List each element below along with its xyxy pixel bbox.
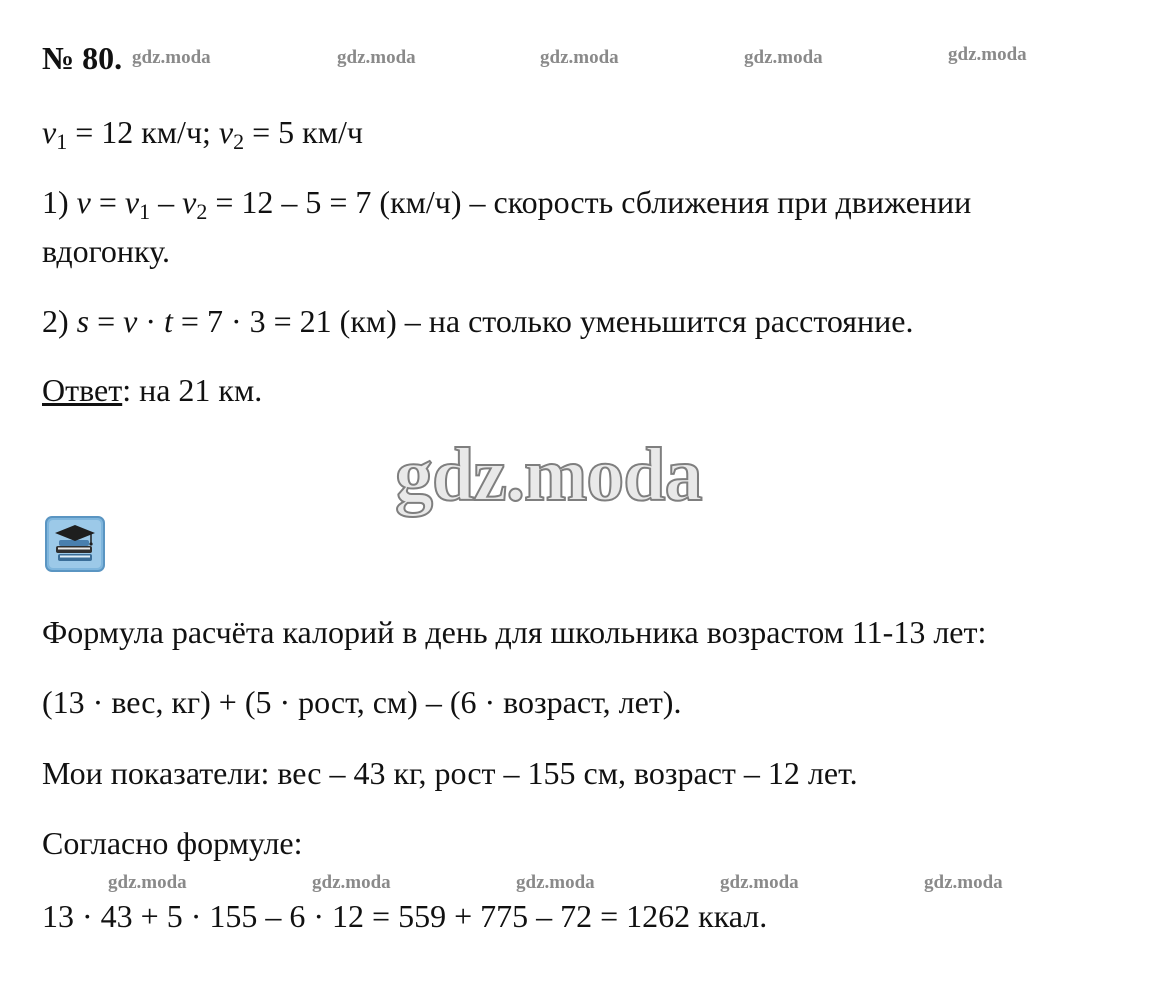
step1-line <box>42 182 971 222</box>
watermark-bottom-4: gdz.moda <box>720 872 799 893</box>
books-graduation-cap-icon <box>45 516 105 572</box>
step1-v: v <box>76 184 91 220</box>
answer-text: : на 21 км. <box>122 372 263 408</box>
calories-result: 13 · 43 + 5 · 155 – 6 · 12 = 559 + 775 – 72 = 1262 ккал. <box>42 898 768 934</box>
calories-formula: (13 · вес, кг) + (5 · рост, см) – (6 · возраст, лет). <box>42 684 682 720</box>
v1-symbol: v <box>42 114 57 150</box>
step2-v: v <box>123 303 138 339</box>
calories-according: Согласно формуле: <box>42 825 303 861</box>
answer-line <box>42 370 262 410</box>
step2-s: s <box>76 303 90 339</box>
step2-rest: = 7 · 3 = 21 (км) – на столько уменьшится расстояние. <box>172 303 914 339</box>
v2-value: = 5 км/ч <box>244 114 363 150</box>
watermark-big: gdz.moda <box>395 433 702 517</box>
step1-prefix: 1) <box>42 184 77 220</box>
problem-number: № 80. <box>42 40 123 76</box>
v2-symbol: v <box>218 114 234 150</box>
step2-eq: = <box>89 303 124 339</box>
answer-label: Ответ <box>42 372 123 408</box>
step1-rest: = 12 – 5 = 7 (км/ч) – скорость сближения при движении <box>207 184 972 220</box>
step1-v1-sub: 1 <box>139 199 151 224</box>
step1-v1: v <box>124 184 140 220</box>
step1-continuation: вдогонку. <box>42 233 170 269</box>
watermark-bottom-3: gdz.moda <box>516 872 595 893</box>
watermark-top-1: gdz.moda <box>132 47 211 68</box>
step2-dot: · <box>137 303 165 339</box>
calories-intro: Формула расчёта калорий в день для школьника возрастом 11-13 лет: <box>42 614 987 650</box>
given-line <box>42 112 363 152</box>
step1-eq: = <box>90 184 125 220</box>
watermark-top-2: gdz.moda <box>337 47 416 68</box>
watermark-bottom-1: gdz.moda <box>108 872 187 893</box>
step1-v2: v <box>182 184 197 220</box>
step2-prefix: 2) <box>42 303 77 339</box>
step2-t: t <box>164 303 173 339</box>
step1-minus: – <box>150 184 183 220</box>
watermark-bottom-5: gdz.moda <box>924 872 1003 893</box>
watermark-top-3: gdz.moda <box>540 47 619 68</box>
v1-subscript: 1 <box>56 129 68 154</box>
v1-value: = 12 км/ч; <box>67 114 219 150</box>
calories-indicators: Мои показатели: вес – 43 кг, рост – 155 см, возраст – 12 лет. <box>42 755 858 791</box>
v2-subscript: 2 <box>233 129 245 154</box>
step2-line <box>42 301 913 341</box>
step1-v2-sub: 2 <box>196 199 208 224</box>
watermark-top-4: gdz.moda <box>744 47 823 68</box>
watermark-top-5: gdz.moda <box>948 44 1027 65</box>
watermark-bottom-2: gdz.moda <box>312 872 391 893</box>
